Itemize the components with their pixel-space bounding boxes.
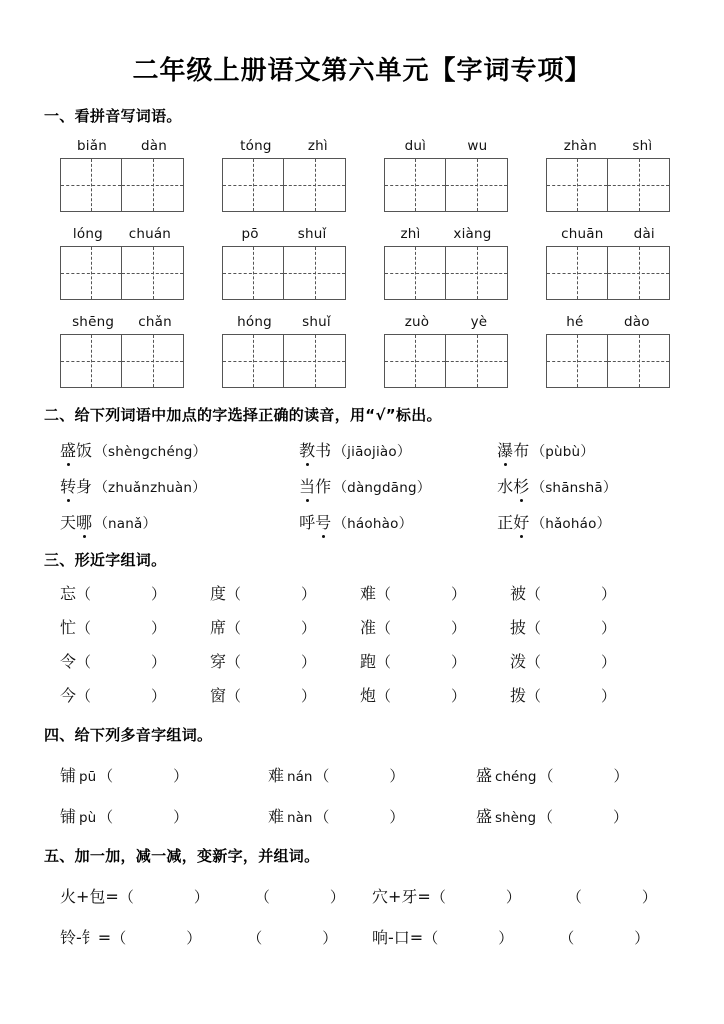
tianzige-cell[interactable] bbox=[122, 159, 183, 211]
plain-character: 布 bbox=[513, 441, 530, 461]
answer-blank[interactable]: （ ） bbox=[226, 619, 317, 638]
pinyin-labels bbox=[222, 138, 346, 158]
prompt-character: 被 bbox=[510, 584, 527, 604]
close-paren: ） bbox=[596, 516, 611, 533]
section-polyphone-words bbox=[0, 724, 724, 827]
similar-character-item[interactable] bbox=[510, 615, 660, 638]
open-paren: （ bbox=[94, 516, 109, 533]
answer-blank-word[interactable]: （ ） bbox=[566, 888, 657, 907]
pronunciation-options[interactable] bbox=[333, 441, 411, 461]
pinyin-syllable: zuò bbox=[404, 314, 430, 331]
answer-blank[interactable]: （ ） bbox=[76, 687, 167, 706]
pinyin-labels bbox=[60, 226, 184, 246]
stroke-change-item[interactable] bbox=[372, 884, 684, 907]
tianzige-cell[interactable] bbox=[61, 335, 122, 387]
section4-heading: 四、给下列多音字组词。 bbox=[44, 726, 213, 745]
dotted-character: 杉 bbox=[513, 474, 529, 497]
tianzige-cell[interactable] bbox=[122, 335, 183, 387]
pinyin-labels bbox=[60, 314, 184, 334]
tianzige-cell[interactable] bbox=[608, 335, 669, 387]
tianzige-box[interactable] bbox=[222, 158, 346, 212]
similar-character-row bbox=[44, 683, 684, 706]
similar-character-row bbox=[44, 581, 684, 604]
similar-character-row bbox=[44, 649, 684, 672]
pronunciation-option[interactable]: pù bbox=[545, 444, 563, 461]
tianzige-box[interactable] bbox=[384, 334, 508, 388]
polyphone-pinyin: chéng bbox=[495, 769, 537, 786]
tianzige-box[interactable] bbox=[60, 334, 184, 388]
pronunciation-option[interactable]: bù bbox=[562, 444, 581, 461]
answer-blank-character[interactable]: （ ） bbox=[430, 888, 521, 907]
pinyin-labels bbox=[384, 226, 508, 246]
prompt-character: 拨 bbox=[510, 686, 527, 706]
word-with-dot bbox=[299, 510, 331, 533]
polyphone-item[interactable] bbox=[60, 763, 268, 786]
pronunciation-option[interactable]: hǎo bbox=[545, 516, 571, 533]
pronunciation-item[interactable] bbox=[60, 474, 299, 497]
pinyin-labels bbox=[546, 138, 670, 158]
plain-character: 饭 bbox=[76, 441, 93, 461]
pinyin-syllable: shuǐ bbox=[302, 314, 331, 331]
pinyin-syllable: dàn bbox=[140, 138, 167, 155]
prompt-character: 泼 bbox=[510, 652, 527, 672]
plain-character: 水 bbox=[497, 477, 514, 497]
tianzige-cell[interactable] bbox=[385, 159, 446, 211]
polyphone-row bbox=[44, 763, 684, 786]
prompt-character: 忙 bbox=[60, 618, 77, 638]
pronunciation-item[interactable] bbox=[497, 438, 684, 461]
similar-character-item[interactable] bbox=[510, 683, 660, 706]
tianzige-cell[interactable] bbox=[284, 247, 345, 299]
pronunciation-rows bbox=[44, 438, 684, 533]
close-paren: ） bbox=[192, 444, 207, 461]
polyphone-rows bbox=[44, 763, 684, 827]
pinyin-word-group bbox=[546, 138, 670, 212]
close-paren: ） bbox=[142, 516, 157, 533]
similar-character-item[interactable] bbox=[360, 615, 510, 638]
pinyin-word-group bbox=[222, 314, 346, 388]
section1-heading: 一、看拼音写词语。 bbox=[44, 107, 182, 126]
pinyin-syllable: zhì bbox=[400, 226, 421, 243]
similar-character-item[interactable] bbox=[210, 581, 360, 604]
pinyin-word-group bbox=[60, 226, 184, 300]
pinyin-syllable: dào bbox=[624, 314, 650, 331]
answer-blank[interactable]: （ ） bbox=[314, 808, 405, 827]
stroke-expression: 火+包= bbox=[60, 887, 119, 907]
open-paren: （ bbox=[531, 516, 546, 533]
pinyin-syllable: lóng bbox=[72, 226, 103, 243]
stroke-expression: 响-口= bbox=[372, 928, 424, 948]
word-with-dot bbox=[497, 510, 529, 533]
pinyin-word-group bbox=[384, 226, 508, 300]
word-with-dot bbox=[299, 474, 331, 497]
similar-character-row bbox=[44, 615, 684, 638]
tianzige-cell[interactable] bbox=[608, 247, 669, 299]
pinyin-labels bbox=[60, 138, 184, 158]
answer-blank[interactable]: （ ） bbox=[226, 687, 317, 706]
pinyin-syllable: shēng bbox=[72, 314, 115, 331]
plain-character: 天 bbox=[60, 513, 77, 533]
plain-character: 呼 bbox=[299, 513, 316, 533]
pinyin-word-group bbox=[60, 314, 184, 388]
answer-blank[interactable]: （ ） bbox=[376, 619, 467, 638]
prompt-character: 令 bbox=[60, 652, 77, 672]
pinyin-grid-row bbox=[44, 226, 684, 300]
word-with-dot bbox=[60, 438, 92, 461]
answer-blank[interactable]: （ ） bbox=[526, 687, 617, 706]
tianzige-cell[interactable] bbox=[547, 247, 608, 299]
pronunciation-item[interactable] bbox=[497, 474, 684, 497]
answer-blank-word[interactable]: （ ） bbox=[247, 929, 338, 948]
dotted-character: 哪 bbox=[76, 510, 92, 533]
polyphone-item[interactable] bbox=[268, 804, 476, 827]
answer-blank[interactable]: （ ） bbox=[376, 585, 467, 604]
prompt-character: 准 bbox=[360, 618, 377, 638]
pinyin-syllable: chuān bbox=[561, 226, 604, 243]
prompt-character: 席 bbox=[210, 618, 227, 638]
pinyin-labels bbox=[222, 314, 346, 334]
tianzige-cell[interactable] bbox=[385, 335, 446, 387]
open-paren: （ bbox=[333, 516, 348, 533]
polyphone-character: 盛 bbox=[476, 807, 493, 827]
close-paren: ） bbox=[602, 480, 617, 497]
answer-blank[interactable]: （ ） bbox=[538, 808, 629, 827]
tianzige-cell[interactable] bbox=[608, 159, 669, 211]
prompt-character: 难 bbox=[360, 584, 377, 604]
pronunciation-option[interactable]: jiào bbox=[372, 444, 397, 461]
word-with-dot bbox=[60, 510, 92, 533]
dotted-character: 号 bbox=[315, 510, 331, 533]
tianzige-cell[interactable] bbox=[446, 335, 507, 387]
pronunciation-option[interactable]: háo bbox=[347, 516, 373, 533]
answer-blank[interactable]: （ ） bbox=[226, 653, 317, 672]
pronunciation-item[interactable] bbox=[299, 510, 497, 533]
prompt-character: 窗 bbox=[210, 686, 227, 706]
tianzige-cell[interactable] bbox=[284, 335, 345, 387]
plain-character: 作 bbox=[315, 477, 332, 497]
pronunciation-options[interactable] bbox=[333, 477, 431, 497]
answer-blank-word[interactable]: （ ） bbox=[559, 929, 650, 948]
pinyin-syllable: yè bbox=[470, 314, 488, 331]
answer-blank[interactable]: （ ） bbox=[98, 767, 189, 786]
pinyin-syllable: chuán bbox=[128, 226, 172, 243]
close-paren: ） bbox=[416, 480, 431, 497]
pinyin-syllable: duì bbox=[404, 138, 427, 155]
prompt-character: 度 bbox=[210, 584, 227, 604]
similar-character-item[interactable] bbox=[60, 683, 210, 706]
prompt-character: 跑 bbox=[360, 652, 377, 672]
pronunciation-option[interactable]: hào bbox=[372, 516, 399, 533]
pronunciation-item[interactable] bbox=[299, 438, 497, 461]
polyphone-pinyin: pù bbox=[79, 810, 97, 827]
open-paren: （ bbox=[94, 444, 109, 461]
tianzige-box[interactable] bbox=[384, 158, 508, 212]
similar-character-item[interactable] bbox=[360, 683, 510, 706]
pronunciation-option[interactable]: shān bbox=[545, 480, 579, 497]
polyphone-pinyin: shèng bbox=[495, 810, 537, 827]
stroke-change-item[interactable] bbox=[60, 925, 372, 948]
answer-blank[interactable]: （ ） bbox=[76, 653, 167, 672]
similar-character-item[interactable] bbox=[60, 615, 210, 638]
pinyin-grid-rows bbox=[44, 138, 684, 388]
close-paren: ） bbox=[580, 444, 595, 461]
polyphone-character: 难 bbox=[268, 807, 285, 827]
word-with-dot bbox=[497, 438, 529, 461]
pinyin-syllable: shuǐ bbox=[297, 226, 327, 243]
pronunciation-option[interactable]: chéng bbox=[150, 444, 193, 461]
prompt-character: 披 bbox=[510, 618, 527, 638]
pinyin-syllable: xiàng bbox=[453, 226, 492, 243]
pinyin-labels bbox=[546, 226, 670, 246]
polyphone-item[interactable] bbox=[476, 804, 684, 827]
tianzige-cell[interactable] bbox=[446, 159, 507, 211]
similar-character-item[interactable] bbox=[210, 615, 360, 638]
tianzige-cell[interactable] bbox=[122, 247, 183, 299]
pinyin-labels bbox=[384, 138, 508, 158]
pinyin-syllable: hé bbox=[566, 314, 584, 331]
pronunciation-options[interactable] bbox=[333, 513, 412, 533]
tianzige-cell[interactable] bbox=[284, 159, 345, 211]
polyphone-pinyin: nàn bbox=[287, 810, 313, 827]
pinyin-word-group bbox=[384, 314, 508, 388]
pronunciation-options[interactable] bbox=[94, 513, 156, 533]
similar-character-item[interactable] bbox=[60, 649, 210, 672]
pronunciation-options[interactable] bbox=[531, 477, 617, 497]
tianzige-box[interactable] bbox=[60, 158, 184, 212]
answer-blank[interactable]: （ ） bbox=[76, 619, 167, 638]
pronunciation-option[interactable]: zhuàn bbox=[150, 480, 193, 497]
pronunciation-option[interactable]: shèng bbox=[108, 444, 151, 461]
dotted-character: 好 bbox=[513, 510, 529, 533]
pronunciation-item[interactable] bbox=[60, 438, 299, 461]
stroke-change-item[interactable] bbox=[372, 925, 684, 948]
pinyin-word-group bbox=[222, 138, 346, 212]
answer-blank-word[interactable]: （ ） bbox=[254, 888, 345, 907]
open-paren: （ bbox=[531, 444, 546, 461]
answer-blank-character[interactable]: （ ） bbox=[423, 929, 514, 948]
tianzige-cell[interactable] bbox=[223, 247, 284, 299]
similar-character-item[interactable] bbox=[510, 649, 660, 672]
polyphone-character: 铺 bbox=[60, 766, 77, 786]
pinyin-syllable: chǎn bbox=[138, 314, 172, 331]
section5-heading: 五、加一加，减一减，变新字，并组词。 bbox=[44, 847, 320, 866]
tianzige-box[interactable] bbox=[60, 246, 184, 300]
tianzige-box[interactable] bbox=[222, 246, 346, 300]
answer-blank[interactable]: （ ） bbox=[538, 767, 629, 786]
pinyin-word-group bbox=[546, 226, 670, 300]
page-title: 二年级上册语文第六单元【字词专项】 bbox=[132, 56, 592, 86]
dotted-character: 盛 bbox=[60, 438, 76, 461]
pinyin-labels bbox=[222, 226, 346, 246]
pinyin-word-group bbox=[384, 138, 508, 212]
pinyin-syllable: dài bbox=[633, 226, 655, 243]
pronunciation-row bbox=[44, 510, 684, 533]
answer-blank[interactable]: （ ） bbox=[526, 653, 617, 672]
stroke-expression: 铃-钅= bbox=[60, 928, 112, 948]
tianzige-box[interactable] bbox=[222, 334, 346, 388]
answer-blank-character[interactable]: （ ） bbox=[118, 888, 209, 907]
answer-blank-character[interactable]: （ ） bbox=[111, 929, 202, 948]
stroke-change-row bbox=[44, 884, 684, 907]
tianzige-cell[interactable] bbox=[223, 335, 284, 387]
stroke-change-rows bbox=[44, 884, 684, 948]
tianzige-cell[interactable] bbox=[223, 159, 284, 211]
polyphone-item[interactable] bbox=[268, 763, 476, 786]
answer-blank[interactable]: （ ） bbox=[526, 585, 617, 604]
tianzige-cell[interactable] bbox=[61, 159, 122, 211]
similar-character-item[interactable] bbox=[210, 683, 360, 706]
pinyin-grid-row bbox=[44, 314, 684, 388]
tianzige-box[interactable] bbox=[546, 334, 670, 388]
pinyin-syllable: zhàn bbox=[563, 138, 597, 155]
word-with-dot bbox=[60, 474, 92, 497]
answer-blank[interactable]: （ ） bbox=[98, 808, 189, 827]
dotted-character: 当 bbox=[299, 474, 315, 497]
close-paren: ） bbox=[396, 444, 411, 461]
tianzige-cell[interactable] bbox=[446, 247, 507, 299]
answer-blank[interactable]: （ ） bbox=[314, 767, 405, 786]
pronunciation-item[interactable] bbox=[497, 510, 684, 533]
answer-blank[interactable]: （ ） bbox=[376, 653, 467, 672]
similar-character-rows bbox=[44, 581, 684, 706]
pinyin-syllable: shì bbox=[632, 138, 653, 155]
pronunciation-options[interactable] bbox=[94, 441, 206, 461]
prompt-character: 炮 bbox=[360, 686, 377, 706]
tianzige-cell[interactable] bbox=[385, 247, 446, 299]
tianzige-box[interactable] bbox=[546, 246, 670, 300]
section-add-subtract-strokes bbox=[0, 845, 724, 948]
polyphone-pinyin: pū bbox=[79, 769, 97, 786]
polyphone-pinyin: nán bbox=[287, 769, 313, 786]
polyphone-character: 铺 bbox=[60, 807, 77, 827]
plain-character: 书 bbox=[315, 441, 332, 461]
stroke-expression: 穴+牙= bbox=[372, 887, 431, 907]
similar-character-item[interactable] bbox=[360, 581, 510, 604]
pronunciation-option[interactable]: shā bbox=[578, 480, 603, 497]
dotted-character: 转 bbox=[60, 474, 76, 497]
section2-heading: 二、给下列词语中加点的字选择正确的读音，用“√”标出。 bbox=[44, 406, 442, 425]
tianzige-box[interactable] bbox=[546, 158, 670, 212]
pinyin-syllable: pō bbox=[241, 226, 259, 243]
pinyin-word-group bbox=[60, 138, 184, 212]
pinyin-labels bbox=[384, 314, 508, 334]
pinyin-syllable: biǎn bbox=[77, 138, 107, 155]
pronunciation-options[interactable] bbox=[531, 513, 610, 533]
pronunciation-option[interactable]: nǎ bbox=[125, 516, 143, 533]
close-paren: ） bbox=[398, 516, 413, 533]
pronunciation-options[interactable] bbox=[531, 441, 594, 461]
pronunciation-option[interactable]: dāng bbox=[381, 480, 417, 497]
similar-character-item[interactable] bbox=[510, 581, 660, 604]
pinyin-syllable: zhì bbox=[307, 138, 328, 155]
answer-blank[interactable]: （ ） bbox=[376, 687, 467, 706]
prompt-character: 穿 bbox=[210, 652, 227, 672]
pinyin-syllable: hóng bbox=[237, 314, 272, 331]
section-choose-pronunciation bbox=[0, 404, 724, 533]
pronunciation-option[interactable]: háo bbox=[570, 516, 597, 533]
tianzige-box[interactable] bbox=[384, 246, 508, 300]
polyphone-character: 盛 bbox=[476, 766, 493, 786]
word-with-dot bbox=[299, 438, 331, 461]
pronunciation-option[interactable]: na bbox=[108, 516, 126, 533]
similar-character-item[interactable] bbox=[210, 649, 360, 672]
plain-character: 身 bbox=[76, 477, 93, 497]
section3-heading: 三、形近字组词。 bbox=[44, 551, 167, 570]
pinyin-word-group bbox=[546, 314, 670, 388]
pinyin-syllable: wu bbox=[467, 138, 488, 155]
prompt-character: 今 bbox=[60, 686, 77, 706]
dotted-character: 教 bbox=[299, 438, 315, 461]
polyphone-character: 难 bbox=[268, 766, 285, 786]
tianzige-cell[interactable] bbox=[547, 335, 608, 387]
dotted-character: 瀑 bbox=[497, 438, 513, 461]
open-paren: （ bbox=[333, 480, 348, 497]
plain-character: 正 bbox=[497, 513, 514, 533]
open-paren: （ bbox=[333, 444, 348, 461]
polyphone-row bbox=[44, 804, 684, 827]
answer-blank[interactable]: （ ） bbox=[226, 585, 317, 604]
pronunciation-option[interactable]: jiāo bbox=[347, 444, 373, 461]
close-paren: ） bbox=[192, 480, 207, 497]
pronunciation-row bbox=[44, 474, 684, 497]
similar-character-item[interactable] bbox=[60, 581, 210, 604]
polyphone-item[interactable] bbox=[60, 804, 268, 827]
pronunciation-item[interactable] bbox=[60, 510, 299, 533]
prompt-character: 忘 bbox=[60, 584, 77, 604]
answer-blank[interactable]: （ ） bbox=[76, 585, 167, 604]
stroke-change-row bbox=[44, 925, 684, 948]
pinyin-word-group bbox=[222, 226, 346, 300]
section-similar-characters bbox=[0, 549, 724, 706]
pronunciation-option[interactable]: zhuǎn bbox=[108, 480, 151, 497]
pinyin-labels bbox=[546, 314, 670, 334]
pronunciation-row bbox=[44, 438, 684, 461]
answer-blank[interactable]: （ ） bbox=[526, 619, 617, 638]
open-paren: （ bbox=[531, 480, 546, 497]
tianzige-cell[interactable] bbox=[547, 159, 608, 211]
similar-character-item[interactable] bbox=[360, 649, 510, 672]
tianzige-cell[interactable] bbox=[61, 247, 122, 299]
pronunciation-options[interactable] bbox=[94, 477, 206, 497]
word-with-dot bbox=[497, 474, 529, 497]
pronunciation-item[interactable] bbox=[299, 474, 497, 497]
stroke-change-item[interactable] bbox=[60, 884, 372, 907]
open-paren: （ bbox=[94, 480, 109, 497]
pinyin-grid-row bbox=[44, 138, 684, 212]
polyphone-item[interactable] bbox=[476, 763, 684, 786]
section-pinyin-writing bbox=[0, 105, 724, 388]
pinyin-syllable: tóng bbox=[240, 138, 272, 155]
pronunciation-option[interactable]: dàng bbox=[347, 480, 382, 497]
